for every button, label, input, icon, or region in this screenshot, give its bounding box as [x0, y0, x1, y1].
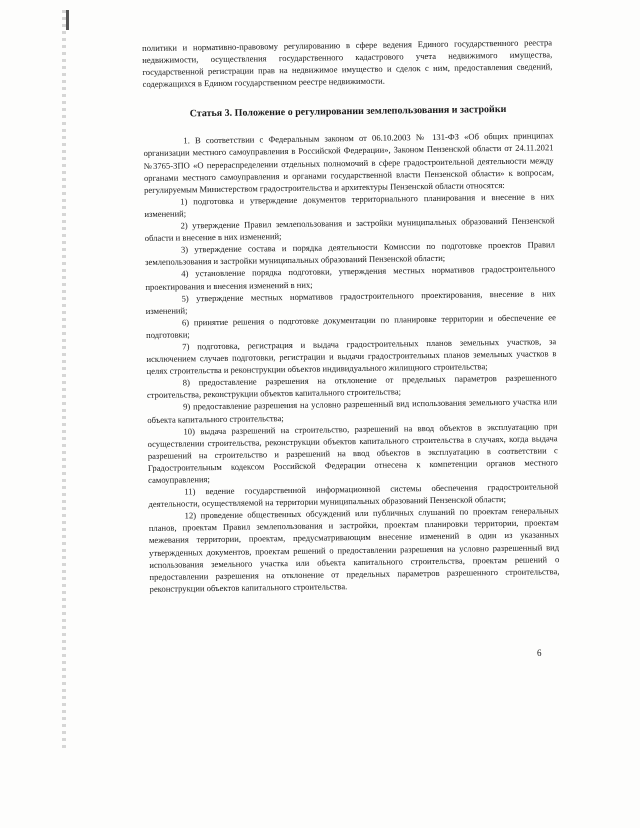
scan-mark — [66, 10, 69, 30]
paragraph-1: 1. В соответствии с Федеральным законом от 06.10.2003 № 131-ФЗ «Об общих принципах организации местного самоуправления в Российской Федерации», Законом Пензенской области от 24.11.2021 №3765-ЗПО «О перераспределении отдельных полномочий в сфере градостроительной деятельности между органами местного самоуправления и органами государственной власти Пензенской области» к вопросам, регулируемым Министерством градостроительства и архитектуры Пензенской области относятся: — [143, 130, 554, 195]
list-item: 11) ведение государственной информационной системы обеспечения градостроительной деятельности, осуществляемой на территории муниципальных образований Пензенской области; — [148, 481, 559, 510]
list-item: 4) установление порядка подготовки, утверждения местных нормативов градостроительного проектирования и внесения изменений в них; — [145, 263, 556, 292]
list-item: 3) утверждение состава и порядка деятельности Комиссии по подготовке проектов Правил землепользования и застройки муниципальных образований Пензенской области; — [145, 239, 555, 268]
list-item: 5) утверждение местных нормативов градостроительного проектирования, внесение в них изменений; — [145, 287, 556, 316]
list-item: 6) принятие решения о подготовке документации по планировке территории и обеспечение ее подготовки; — [146, 312, 556, 340]
list-item: 8) предоставление разрешения на отклонение от предельных параметров разрешенного строительства, реконструкции объектов капитального строительства; — [146, 372, 557, 401]
list-item: 7) подготовка, регистрация и выдача градостроительных планов земельных участков, за исключением случаев подготовки, регистрации и выдачи градостроительных планов земельных участков в целях строительства и реконструкции объектов индивидуального жилищного строительства; — [146, 336, 557, 377]
list-item: 1) подготовка и утверждение документов территориального планирования и внесение в них изменений; — [144, 191, 555, 219]
list-item: 9) предоставление разрешения на условно разрешенный вид использования земельного участка или объекта капитального строительства; — [147, 396, 558, 425]
article-heading: Статья 3. Положение о регулировании землепользования и застройки — [189, 104, 507, 120]
list-item: 12) проведение общественных обсуждений или публичных слушаний по проектам генеральных планов, проектам Правил землепользования и застройки, проектам планировки территории, проектам межевания территории, проектам, предусматривающим внесение изменений в один из указанных утвержденных документов, проектам решений о предоставлении разрешения на условно разрешенный вид использования земельного участка или объекта капитального строительства, проектам решений о предоставлении разрешения на отклонение от предельных параметров разрешенного строительства, реконструкции объектов капитального строительства. — [148, 505, 560, 594]
scan-binding-edge — [62, 10, 66, 750]
intro-paragraph: политики и нормативно-правовому регулированию в сфере ведения Единого государственного реестра недвижимости, осуществления государственного кадастрового учета недвижимого имущества, государственной регистрации прав на недвижимое имущество и сделок с ним, предоставления сведений, содержащихся в Едином государственном реестре недвижимости. — [142, 37, 553, 90]
list-item: 2) утверждение Правил землепользования и застройки муниципальных образований Пензенской области и внесение в них изменений; — [144, 215, 555, 244]
page-content — [142, 36, 560, 595]
list-item: 10) выдача разрешений на строительство, разрешений на ввод объектов в эксплуатацию при осуществлении строительства, реконструкции объектов капитального строительства в случаях, когда выдача разрешений на строительство и разрешений на ввод объектов в эксплуатацию в соответствии с Градостроительным кодексом Российской Федерации отнесена к компетенции органов местного самоуправления; — [147, 420, 558, 485]
page-number: 6 — [537, 648, 542, 658]
